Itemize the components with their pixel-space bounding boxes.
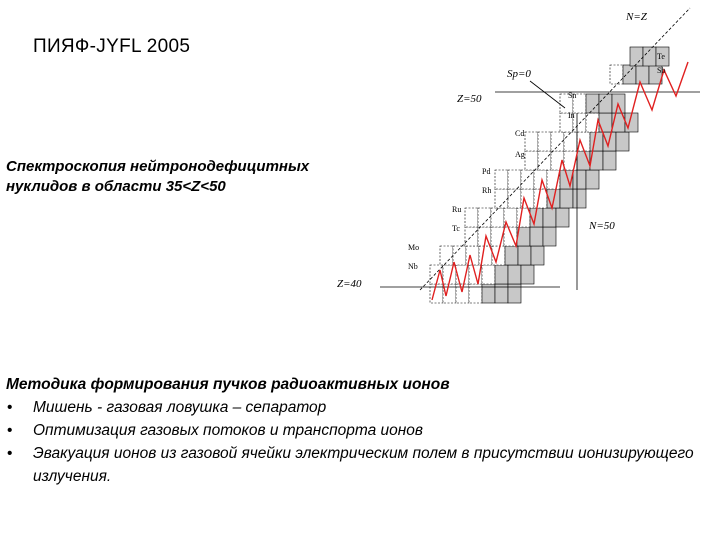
element-label-pd: Pd <box>482 167 491 176</box>
method-heading: Методика формирования пучков радиоактивных ионов <box>6 376 450 393</box>
bullet-icon: • <box>7 422 13 439</box>
element-label-cd: Cd <box>515 129 525 138</box>
method-section <box>6 373 706 488</box>
label-z50: Z=50 <box>457 93 482 105</box>
label-sp-zero: Sp=0 <box>507 68 531 80</box>
nuclide-cell <box>538 132 551 151</box>
element-label-rh: Rh <box>482 186 492 195</box>
method-item <box>6 419 706 442</box>
element-label-te: Te <box>657 52 665 61</box>
bullet-icon: • <box>7 445 13 462</box>
nuclide-cell <box>525 132 538 151</box>
element-label-nb: Nb <box>408 262 418 271</box>
element-label-mo: Mo <box>408 243 420 252</box>
nuclide-cell <box>564 132 577 151</box>
element-label-sb: Sb <box>657 66 666 75</box>
nuclide-cell <box>616 132 629 151</box>
nuclide-cell <box>586 94 599 113</box>
method-item-text: Оптимизация газовых потоков и транспорта ионов <box>33 422 423 439</box>
nuclide-cell <box>599 94 612 113</box>
header-title: ПИЯФ-JYFL 2005 <box>33 36 191 57</box>
nuclide-cell <box>508 170 521 189</box>
nuclide-cell <box>610 65 623 84</box>
nuclide-cell <box>543 208 556 227</box>
nuclide-cell <box>465 227 478 246</box>
element-label-ru: Ru <box>452 205 462 214</box>
method-item <box>6 396 706 419</box>
n-eq-z-line <box>420 8 690 290</box>
nuclide-cell <box>603 151 616 170</box>
nuclide-cell <box>560 189 573 208</box>
nuclide-cell <box>482 265 495 284</box>
nuclide-cell <box>495 265 508 284</box>
nuclide-cell <box>521 265 534 284</box>
nuclide-cell <box>505 246 518 265</box>
subtitle-line-2: нуклидов в области 35<Z<50 <box>6 178 226 195</box>
nuclide-cell <box>573 113 586 132</box>
element-label-in: In <box>568 111 575 120</box>
nuclide-cell <box>556 208 569 227</box>
method-list <box>6 396 706 488</box>
nuclide-grid <box>430 47 669 303</box>
element-label-ag: Ag <box>515 150 525 159</box>
nuclide-cell <box>636 65 649 84</box>
nuclide-cell <box>630 47 643 66</box>
nuclide-cell <box>538 151 551 170</box>
nuclide-cell <box>530 227 543 246</box>
nuclide-cell <box>543 227 556 246</box>
label-n50: N=50 <box>589 220 615 232</box>
nuclide-cell <box>573 170 586 189</box>
nuclide-cell <box>586 170 599 189</box>
subtitle-line-1: Спектроскопия нейтронодефицитных <box>6 158 310 175</box>
method-item-text: Мишень - газовая ловушка – сепаратор <box>33 399 327 416</box>
nuclide-cell <box>531 246 544 265</box>
nuclide-cell <box>495 170 508 189</box>
nuclide-cell <box>508 265 521 284</box>
nuclide-cell <box>491 208 504 227</box>
element-label-tc: Tc <box>452 224 460 233</box>
label-n-eq-z: N=Z <box>626 11 647 23</box>
nuclide-cell <box>440 246 453 265</box>
bullet-icon: • <box>7 399 13 416</box>
method-item-text: Эвакуация ионов из газовой ячейки электрическим полем в присутствии ионизирующего излучения. <box>33 445 694 485</box>
nuclide-cell <box>518 246 531 265</box>
nuclide-cell <box>465 208 478 227</box>
method-item <box>6 442 706 488</box>
element-label-sn: Sn <box>568 91 577 100</box>
nuclide-cell <box>623 65 636 84</box>
nuclide-cell <box>590 132 603 151</box>
label-z40: Z=40 <box>337 278 362 290</box>
nuclide-cell <box>573 189 586 208</box>
nuclide-cell <box>525 151 538 170</box>
